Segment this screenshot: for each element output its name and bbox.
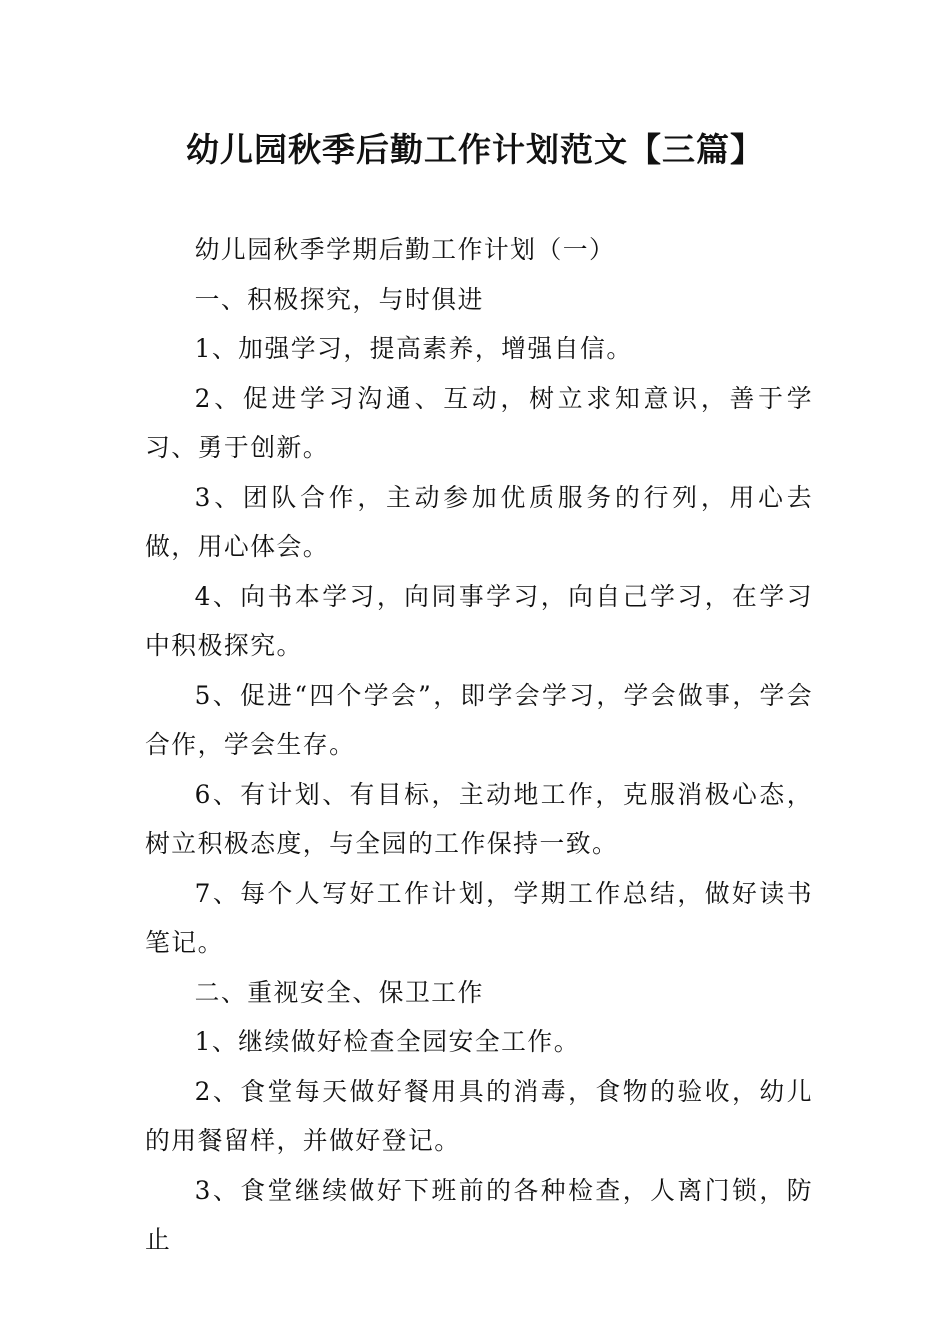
paragraph-subtitle: 幼儿园秋季学期后勤工作计划（一） xyxy=(194,235,616,264)
paragraph-item: 1、加强学习，提高素养，增强自信。 xyxy=(194,334,633,363)
paragraph-item: 3、团队合作，主动参加优质服务的行列，用心去做，用心体会。 xyxy=(145,482,813,561)
paragraph-item: 7、每个人写好工作计划，学期工作总结，做好读书笔记。 xyxy=(145,878,813,957)
paragraph-item: 3、食堂继续做好下班前的各种检查，人离门锁，防止 xyxy=(145,1175,813,1254)
paragraph-item: 6、有计划、有目标，主动地工作，克服消极心态，树立积极态度，与全园的工作保持一致。 xyxy=(145,779,813,858)
paragraph-item: 1、继续做好检查全园安全工作。 xyxy=(194,1027,581,1056)
document-title: 幼儿园秋季后勤工作计划范文【三篇】 xyxy=(186,130,764,169)
paragraph-item: 2、食堂每天做好餐用具的消毒，食物的验收，幼儿的用餐留样，并做好登记。 xyxy=(145,1076,813,1155)
paragraph-item: 5、促进“四个学会”，即学会学习，学会做事，学会合作，学会生存。 xyxy=(145,680,813,759)
paragraph-item: 2、促进学习沟通、互动，树立求知意识，善于学习、勇于创新。 xyxy=(145,383,813,462)
paragraph-item: 4、向书本学习，向同事学习，向自己学习，在学习中积极探究。 xyxy=(145,581,813,660)
paragraph-section-2-heading: 二、重视安全、保卫工作 xyxy=(194,977,484,1007)
paragraph-section-1-heading: 一、积极探究，与时俱进 xyxy=(194,284,484,314)
document-body xyxy=(145,225,813,1265)
